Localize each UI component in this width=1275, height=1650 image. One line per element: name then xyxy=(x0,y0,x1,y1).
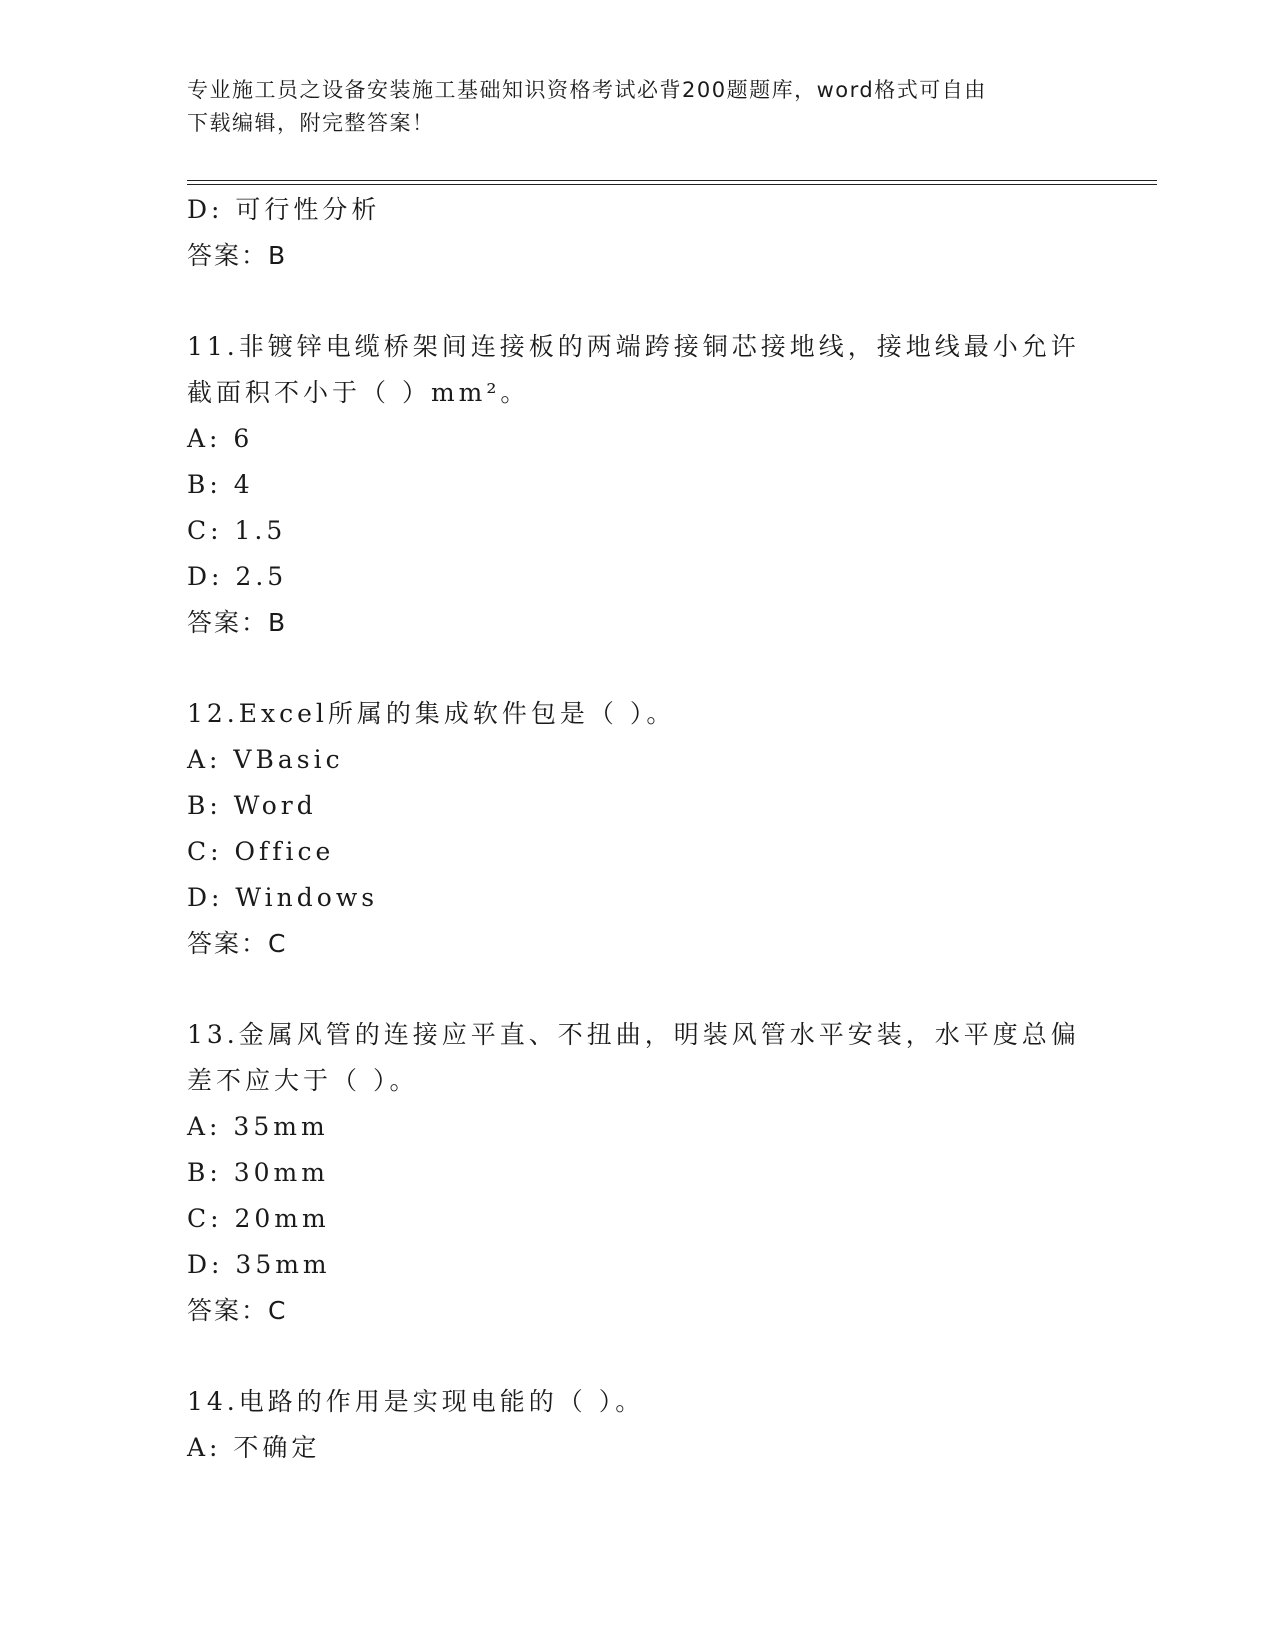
header-divider xyxy=(187,180,1157,185)
q13-option-d: D: 35mm xyxy=(187,1250,331,1279)
header-title-line-1: 专业施工员之设备安装施工基础知识资格考试必背200题题库，word格式可自由 xyxy=(187,78,987,102)
q11-option-b: B: 4 xyxy=(187,470,254,499)
q12-option-b: B: Word xyxy=(187,791,317,820)
q11-option-d: D: 2.5 xyxy=(187,562,288,591)
q14-stem-line-1: 14.电路的作用是实现电能的（ ）。 xyxy=(187,1387,645,1416)
question-13 xyxy=(187,1012,1087,1334)
header-title-line-2: 下载编辑，附完整答案！ xyxy=(187,111,435,135)
q12-option-c: C: Office xyxy=(187,837,335,866)
q13-stem-line-2: 差不应大于（ ）。 xyxy=(187,1066,419,1095)
q13-stem-line-1: 13.金属风管的连接应平直、不扭曲，明装风管水平安装，水平度总偏 xyxy=(187,1020,1080,1049)
q11-option-c: C: 1.5 xyxy=(187,516,287,545)
q10-option-d: D: 可行性分析 xyxy=(187,195,381,224)
question-12 xyxy=(187,691,1087,967)
q14-option-a: A: 不确定 xyxy=(187,1433,321,1462)
document-header xyxy=(187,74,1067,140)
q10-answer: 答案：B xyxy=(187,241,288,270)
q12-option-a: A: VBasic xyxy=(187,745,344,774)
q11-answer: 答案：B xyxy=(187,608,288,637)
q13-answer: 答案：C xyxy=(187,1296,288,1325)
question-14 xyxy=(187,1379,1087,1471)
q13-option-a: A: 35mm xyxy=(187,1112,329,1141)
q13-option-c: C: 20mm xyxy=(187,1204,330,1233)
q11-stem-line-2: 截面积不小于（ ）mm²。 xyxy=(187,378,530,407)
q12-stem-line-1: 12.Excel所属的集成软件包是（ ）。 xyxy=(187,699,676,728)
q13-option-b: B: 30mm xyxy=(187,1158,329,1187)
q12-answer: 答案：C xyxy=(187,929,288,958)
q11-option-a: A: 6 xyxy=(187,424,254,453)
q11-stem-line-1: 11.非镀锌电缆桥架间连接板的两端跨接铜芯接地线，接地线最小允许 xyxy=(187,332,1080,361)
question-11 xyxy=(187,324,1087,646)
question-content xyxy=(187,187,1087,1471)
q12-option-d: D: Windows xyxy=(187,883,379,912)
